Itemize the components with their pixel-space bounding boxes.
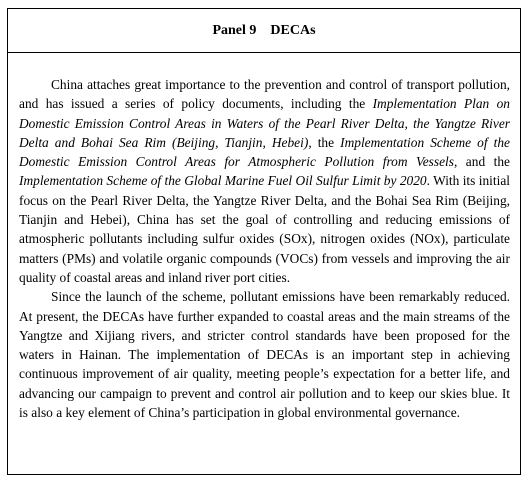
paragraph1-text-3: , and the [453, 154, 510, 170]
panel-title [212, 23, 315, 39]
paragraph1-text-4: . With its initial focus on the Pearl River Delta, the Yangtze River Delta, and the Bohai Sea Rim (Beijing, Tianjin and Hebei), China has set the goal of controlling and reducing emissions of atmospheric pollutants including sulfur oxides (SOx), nitrogen oxides (NOx), particulate matters (PMs) and volatile organic compounds (VOCs) from vessels and improving the air quality of coastal areas and inland river port cities. [19, 173, 510, 285]
panel-body [8, 53, 520, 422]
document-title-vessel-emission-scheme: Implementation Scheme of the Domestic Emission Control Areas for Atmospheric Pollution from Vessels [19, 134, 510, 170]
panel-number: Panel 9 [212, 22, 257, 38]
document-title-sulfur-limit-scheme: Implementation Scheme of the Global Marine Fuel Oil Sulfur Limit by 2020 [19, 173, 427, 189]
panel-name: DECAs [270, 22, 316, 38]
panel-box [7, 8, 521, 475]
paragraph-policy-documents [19, 75, 510, 287]
document-title-pearl-yangtze-bohai-plan: Implementation Plan on Domestic Emission Control Areas in Waters of the Pearl River Delta, the Yangtze River Delta and Bohai Sea Rim (Beijing, Tianjin, Hebei) [19, 96, 510, 150]
paragraph1-text-2: , the [308, 134, 341, 150]
paragraph-results: Since the launch of the scheme, pollutant emissions have been remarkably reduced. At present, the DECAs have further expanded to coastal areas and the main streams of the Yangtze and Xijiang rivers, and stricter control standards have been proposed for the waters in Hainan. The implementation of DECAs is an important step in achieving continuous improvement of air quality, meeting people’s expectation for a better life, and advancing our campaign to prevent and control air pollution and to keep our skies blue. It is also a key element of China’s participation in global environmental governance. [19, 289, 510, 421]
panel-header [8, 9, 520, 53]
paragraph1-text-1: China attaches great importance to the prevention and control of transport pollution, and has issued a series of policy documents, including the [19, 77, 510, 112]
